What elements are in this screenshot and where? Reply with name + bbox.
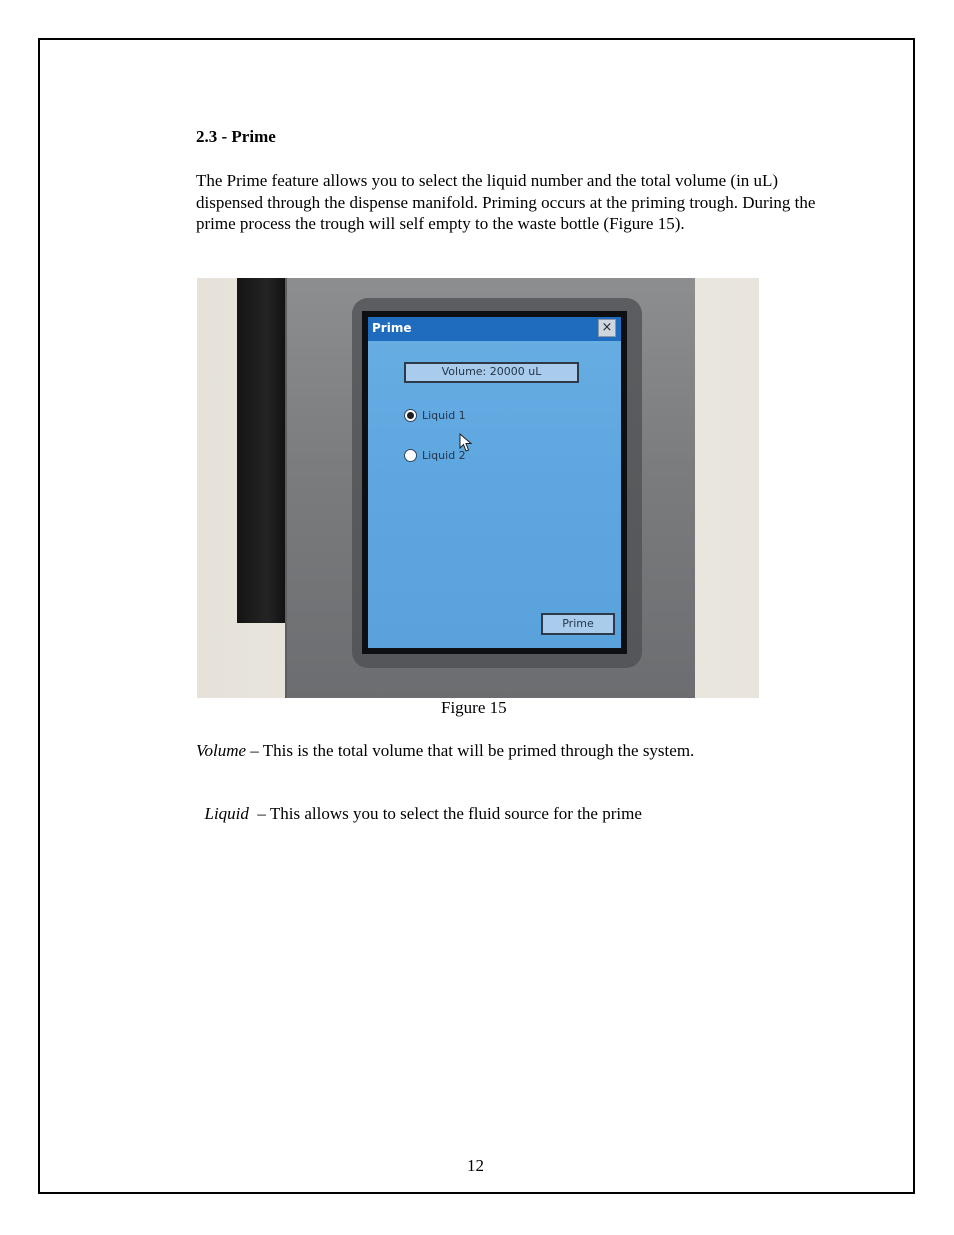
definition-text: – This allows you to select the fluid source for the prime: [248, 804, 642, 823]
radio-unchecked-icon[interactable]: [404, 449, 417, 462]
close-button[interactable]: [598, 319, 616, 337]
touchscreen: [362, 311, 627, 654]
radio-label-liquid-2: Liquid 2: [422, 449, 466, 462]
radio-liquid-1[interactable]: [404, 409, 466, 422]
close-icon: ×: [601, 320, 613, 335]
section-heading: 2.3 - Prime: [196, 127, 276, 146]
radio-checked-icon[interactable]: [404, 409, 417, 422]
radio-label-liquid-1: Liquid 1: [422, 409, 466, 422]
figure-caption: Figure 15: [441, 698, 507, 717]
definition-text: – This is the total volume that will be primed through the system.: [246, 741, 695, 760]
definition-liquid: [196, 784, 642, 824]
dialog-title: Prime: [372, 321, 412, 335]
prime-dialog: [368, 317, 621, 648]
dialog-titlebar: [368, 317, 621, 341]
section-paragraph: The Prime feature allows you to select the liquid number and the total volume (in uL) dispensed through the dispense manifold. Priming occurs at the priming trough. During the prime process the trough will self empty to the waste bottle (Figure 15).: [196, 171, 816, 233]
device-side-panel: [237, 278, 287, 623]
definition-volume: [196, 741, 694, 761]
page-number: 12: [467, 1156, 484, 1175]
definition-term: Volume: [196, 741, 247, 760]
definition-term: Liquid: [204, 804, 249, 823]
figure-photo: [197, 278, 759, 698]
volume-button[interactable]: Volume: 20000 uL: [404, 362, 579, 383]
radio-liquid-2[interactable]: [404, 449, 466, 462]
prime-button[interactable]: Prime: [541, 613, 615, 635]
